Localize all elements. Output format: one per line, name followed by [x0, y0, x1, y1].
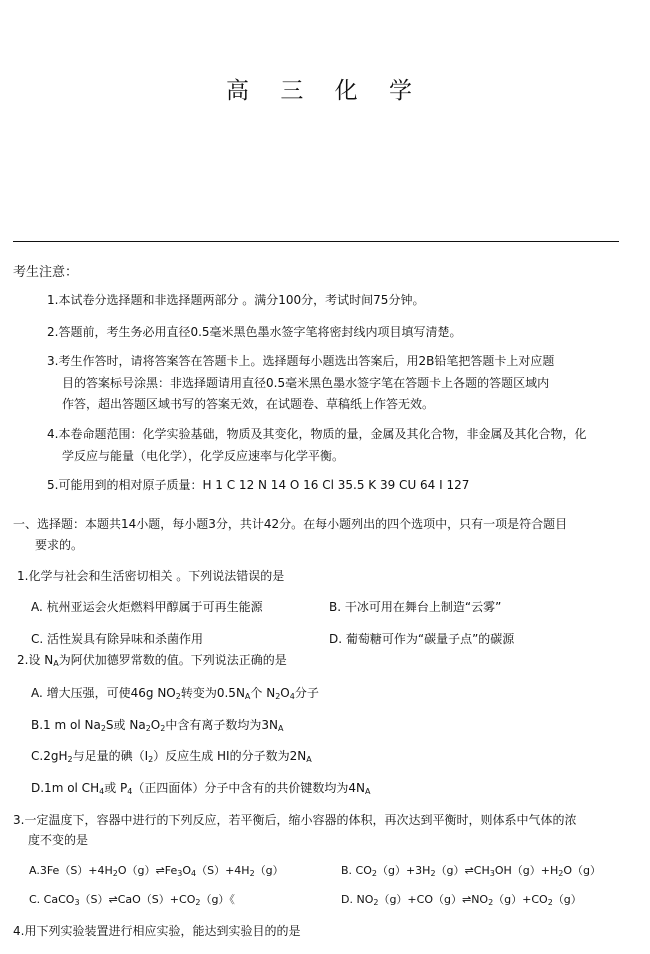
- question-3-option-d: D. $NO_2(g)+CO(g)\rightleftharpoons NO_2(g)+CO_2(g)$: [341, 893, 582, 907]
- question-3-option-b: B. $CO_2(g)+3H_2(g)\rightleftharpoons CH_3OH(g)+H_2O(g)$: [341, 864, 601, 878]
- section-heading-line-2: 要求的。: [35, 538, 84, 552]
- question-1-option-b: B. 干冰可用在舞台上制造“云雾”: [329, 600, 502, 614]
- page-title: 高 三 化 学: [226, 78, 424, 104]
- question-2-option-a: A. 增大压强，可使46g $NO_2$转变为$0.5N_A$个 $N_2O_4$分子: [31, 686, 319, 701]
- notice-heading: 考生注意：: [13, 265, 79, 280]
- question-3-option-a: $A.3Fe(S)+4H_2O(g)\rightleftharpoons Fe_3O_4(S)+4H_2(g)$: [29, 864, 284, 878]
- notice-item-4-line-2: 学反应与能量（电化学），化学反应速率与化学平衡。: [62, 449, 345, 463]
- notice-item-1: 1.本试卷分选择题和非选择题两部分 。满分100分，考试时间75分钟。: [47, 293, 425, 307]
- question-1-option-c: C. 活性炭具有除异味和杀菌作用: [31, 632, 204, 646]
- question-2-option-b: B.1 m ol $Na_2S$或 $Na_2O_2$中含有离子数均为$3N_A$: [31, 718, 284, 733]
- question-3-stem-line-1: 3.一定温度下，容器中进行的下列反应，若平衡后，缩小容器的体积，再次达到平衡时，则体系中气体的浓: [13, 813, 577, 827]
- notice-item-5: 5.可能用到的相对原子质量：H 1 C 12 N 14 O 16 Cl 35.5 K 39 CU 64 I 127: [47, 478, 470, 492]
- question-3-option-c: C. $CaCO_3(S)\rightleftharpoons CaO(S)+CO_2(g)$《: [29, 893, 235, 907]
- notice-item-4-line-1: 4.本卷命题范围：化学实验基础，物质及其变化，物质的量，金属及其化合物，非金属及其化合物，化: [47, 427, 587, 441]
- question-3-stem-line-2: 度不变的是: [28, 833, 89, 847]
- question-1-stem: 1.化学与社会和生活密切相关 。下列说法错误的是: [17, 569, 285, 583]
- question-2-option-d: D.1m ol $CH_4$或 $P_4$（正四面体）分子中含有的共价键数均为$4N_A$: [31, 781, 371, 796]
- notice-item-3-line-1: 3.考生作答时，请将答案答在答题卡上。选择题每小题选出答案后，用2B铅笔把答题卡上对应题: [47, 354, 555, 368]
- notice-item-2: 2.答题前，考生务必用直径0.5毫米黑色墨水签字笔将密封线内项目填写清楚。: [47, 325, 462, 339]
- question-4-stem: 4.用下列实验装置进行相应实验，能达到实验目的的是: [13, 924, 301, 938]
- notice-item-3-line-3: 作答，超出答题区域书写的答案无效，在试题卷、草稿纸上作答无效。: [62, 397, 435, 411]
- notice-item-3-line-2: 目的答案标号涂黑：非选择题请用直径0.5毫米黑色墨水签字笔在答题卡上各题的答题区域内: [62, 376, 550, 390]
- question-1-option-a: A. 杭州亚运会火炬燃料甲醇属于可再生能源: [31, 600, 263, 614]
- question-2-stem: 2.设 $N_A$为阿伏加德罗常数的值。下列说法正确的是: [17, 653, 287, 668]
- section-heading-line-1: 一、选择题：本题共14小题，每小题3分，共计42分。在每小题列出的四个选项中，只有一项是符合题目: [13, 517, 568, 531]
- header-divider: [13, 241, 619, 242]
- question-2-option-c: $C.2gH_2$与足量的碘$(I_2)$反应生成 HI的分子数为$2N_A$: [31, 749, 312, 764]
- question-1-option-d: D. 葡萄糖可作为“碳量子点”的碳源: [329, 632, 515, 646]
